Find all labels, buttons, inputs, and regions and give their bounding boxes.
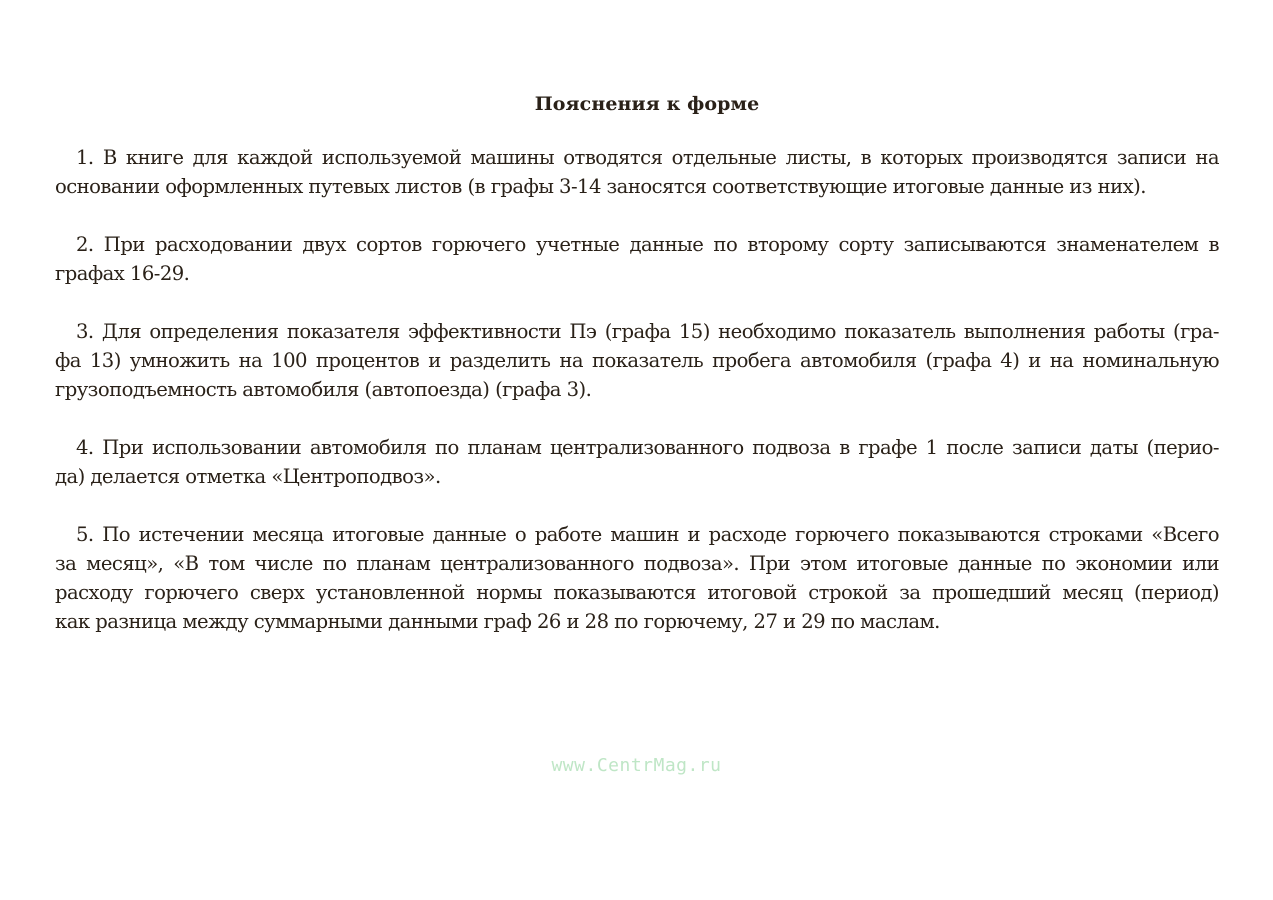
paragraph-line: грузоподъемность автомобиля (автопоезда) (графа 3). (55, 378, 592, 401)
paragraph-1 (55, 143, 1219, 201)
paragraph-line: 5. По истечении месяца итоговые данные о работе машин и расходе горючего показываются строками «Всего (76, 523, 1219, 546)
paragraph-3 (55, 317, 1219, 404)
paragraph-4 (55, 433, 1219, 491)
paragraph-line: основании оформленных путевых листов (в графы 3-14 заносятся соответствующие итоговые данные из них). (55, 175, 1146, 198)
paragraph-5 (55, 520, 1219, 636)
paragraph-line: 4. При использовании автомобиля по планам централизованного подвоза в графе 1 после записи даты (перио- (76, 436, 1219, 459)
watermark-text: www.CentrMag.ru (551, 755, 722, 776)
paragraph-line: 2. При расходовании двух сортов горючего учетные данные по второму сорту записываются знаменателем в (76, 233, 1219, 256)
paragraph-line: 1. В книге для каждой используемой машины отводятся отдельные листы, в которых производятся записи на (76, 146, 1219, 169)
paragraph-line: фа 13) умножить на 100 процентов и разделить на показатель пробега автомобиля (графа 4) и на номинальную (55, 349, 1219, 372)
paragraph-line: за месяц», «В том числе по планам централизованного подвоза». При этом итоговые данные по экономии или (55, 552, 1219, 575)
paragraph-2 (55, 230, 1219, 288)
document-title: Пояснения к форме (534, 93, 760, 115)
document-page (55, 88, 1219, 665)
paragraph-line: да) делается отметка «Центроподвоз». (55, 465, 441, 488)
paragraph-line: 3. Для определения показателя эффективности Пэ (графа 15) необходимо показатель выполнения работы (гра- (76, 320, 1219, 343)
paragraph-line: графах 16-29. (55, 262, 190, 285)
paragraph-line: расходу горючего сверх установленной нормы показываются итоговой строкой за прошедший месяц (период) (55, 581, 1219, 604)
paragraph-line: как разница между суммарными данными граф 26 и 28 по горючему, 27 и 29 по маслам. (55, 610, 940, 633)
